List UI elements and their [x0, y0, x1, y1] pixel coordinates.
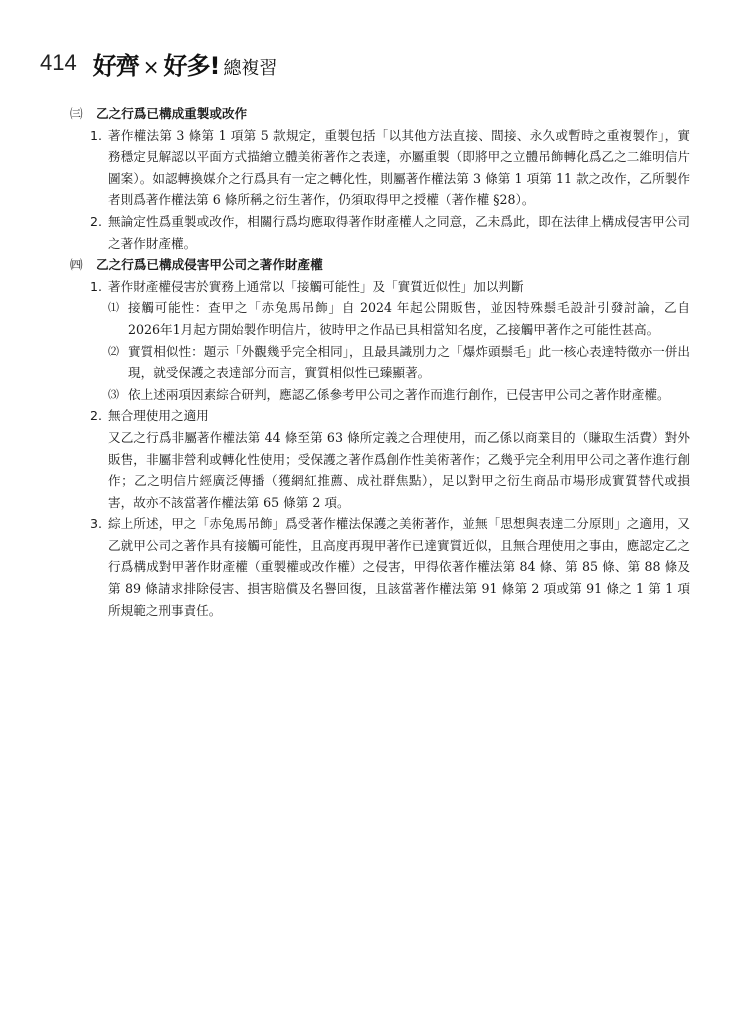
item-marker: 1. — [90, 278, 103, 294]
section-4-item-3 — [70, 513, 690, 621]
subitem-marker: ⑵ — [108, 344, 119, 358]
section-4-item-2-text: 又乙之行爲非屬著作權法第 44 條至第 63 條所定義之合理使用，而乙係以商業目的（賺取生活費）對外販售，非屬非營利或轉化性使用；受保護之著作爲創作性美術著作；乙幾乎完全利用甲公司之著作進行創作；乙之明信片經廣泛傳播（獲網紅推薦、成社群焦點），足以對甲之衍生商品市場形成實質替代或損害，故亦不該當著作權法第 65 條第 2 項。 — [108, 429, 690, 510]
section-4-subitem-1 — [70, 297, 690, 340]
document-body — [70, 103, 690, 621]
section-3-heading — [70, 103, 690, 125]
page-header — [40, 48, 277, 78]
section-4-title: 乙之行爲已構成侵害甲公司之著作財產權 — [96, 257, 323, 273]
brand-cross: × — [142, 54, 160, 79]
subitem-marker: ⑴ — [108, 301, 119, 315]
section-3-title: 乙之行爲已構成重製或改作 — [96, 106, 248, 121]
section-4-item-1 — [70, 276, 690, 298]
section-3-item-1 — [70, 125, 690, 211]
subitem-text: 接觸可能性：查甲之「赤兔馬吊飾」自 2024 年起公開販售，並因特殊鬃毛設計引發討論，乙自2026年1月起方開始製作明信片，彼時甲之作品已具相當知名度，乙接觸甲著作之可能性甚高。 — [128, 300, 690, 337]
item-title: 無合理使用之適用 — [108, 408, 209, 424]
item-text: 無論定性爲重製或改作，相關行爲均應取得著作財產權人之同意，乙未爲此，即在法律上構成侵害甲公司之著作財產權。 — [108, 213, 690, 251]
section-4-item-2-heading — [70, 405, 690, 427]
section-3-item-2 — [70, 211, 690, 254]
section-4-subitem-2 — [70, 341, 690, 384]
subitem-text: 實質相似性：題示「外觀幾乎完全相同」，且最具識別力之「爆炸頭鬃毛」此一核心表達特徵亦一併出現，就受保護之表達部分而言，實質相似性已臻顯著。 — [128, 343, 690, 381]
item-marker: 2. — [90, 408, 103, 424]
item-text: 綜上所述，甲之「赤兔馬吊飾」爲受著作權法保護之美術著作，並無「思想與表達二分原則」之適用，又乙就甲公司之著作具有接觸可能性，且高度再現甲著作已達實質近似，且無合理使用之事由，應認定乙之行爲構成對甲著作財產權（重製權或改作權）之侵害，甲得依著作權法第 84 條、第 85 條、第 88 條及第 89 條請求排除侵害、損害賠償及名譽回復，且該當著作權法第 91 條第 2 項或第 91 條之 1 第 1 項所規範之刑事責任。 — [108, 516, 690, 618]
subitem-marker: ⑶ — [108, 387, 119, 401]
item-marker: 1. — [90, 127, 103, 143]
page-number: 414 — [40, 50, 77, 75]
subitem-text: 依上述兩項因素綜合研判，應認乙係參考甲公司之著作而進行創作，已侵害甲公司之著作財產權。 — [128, 386, 670, 402]
brand-logo — [93, 46, 278, 81]
brand-part-2: 好多! — [163, 51, 220, 80]
section-4-heading — [70, 254, 690, 276]
item-marker: 2. — [90, 213, 103, 229]
section-3-marker: ㈢ — [70, 106, 83, 121]
item-text: 著作權法第 3 條第 1 項第 5 款規定，重製包括「以其他方法直接、間接、永久或暫時之重複製作」，實務穩定見解認以平面方式描繪立體美術著作之表達，亦屬重製（即將甲之立體吊飾轉化爲乙之二維明信片圖案）。如認轉換媒介之行爲具有一定之轉化性，則屬著作權法第 3 條第 1 項第 11 款之改作，乙所製作者則爲著作權法第 6 條所稱之衍生著作，仍須取得甲之授權（著作權 §28）。 — [108, 127, 690, 208]
brand-part-1: 好齊 — [92, 51, 139, 80]
section-4-marker: ㈣ — [70, 257, 83, 273]
item-marker: 3. — [90, 516, 103, 532]
section-4-subitem-3 — [70, 384, 690, 406]
item-text: 著作財產權侵害於實務上通常以「接觸可能性」及「實質近似性」加以判斷 — [108, 278, 524, 294]
brand-suffix: 總複習 — [223, 57, 278, 79]
